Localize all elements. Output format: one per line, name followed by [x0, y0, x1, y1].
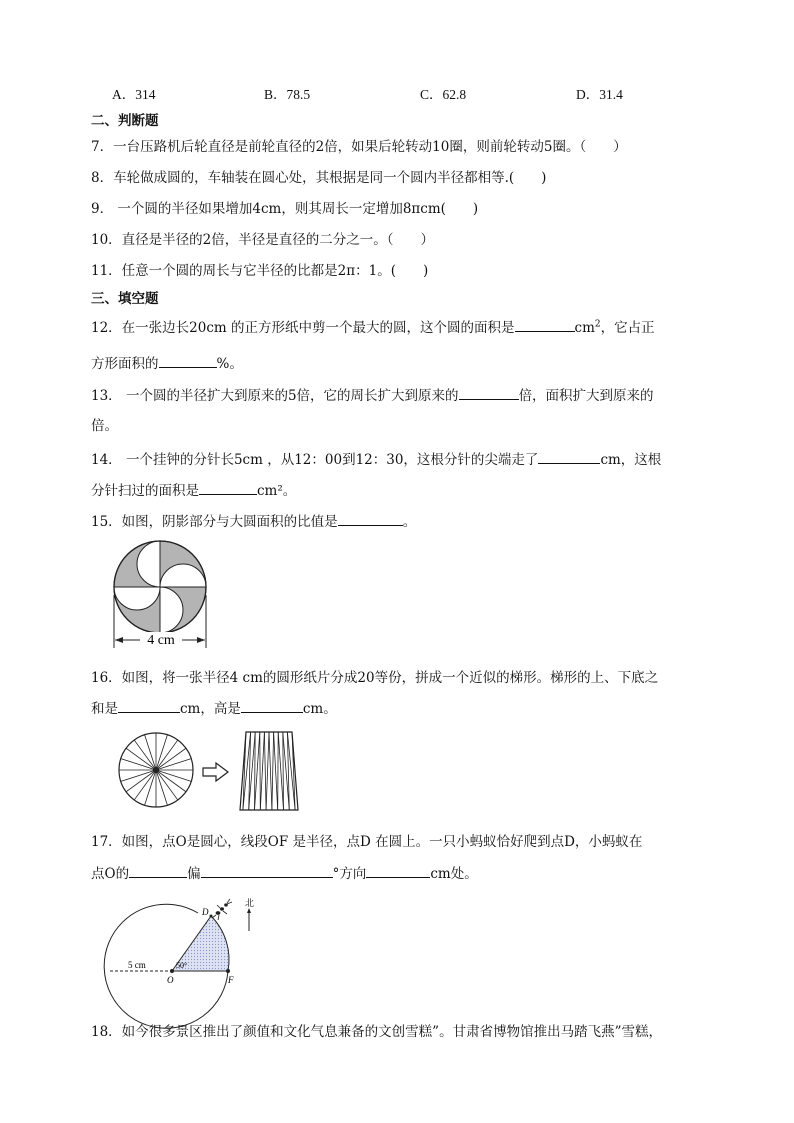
- north-label: 北: [245, 899, 255, 909]
- question-11: 11．任意一个圆的周长与它半径的比都是2π：1。( ): [91, 263, 429, 279]
- question-15: [91, 510, 416, 530]
- circle-center-dot: [153, 767, 159, 773]
- q12-text-e: %。: [216, 356, 243, 372]
- q17-text-a: 17．如图，点O是圆心，线段OF 是半径，点D 在圆上。一只小蚂蚁恰好爬到点D，小蚂蚁在: [91, 834, 643, 850]
- option-b: B．78.5: [264, 87, 311, 102]
- question-14-line1: [91, 448, 661, 468]
- divided-circle: [119, 733, 193, 807]
- q14-text-c: 分针扫过的面积是: [91, 483, 199, 499]
- q14-blank-2[interactable]: [199, 481, 257, 495]
- q14-blank-1[interactable]: [538, 450, 600, 464]
- question-13-line2: [91, 414, 118, 434]
- figure-16-circle-to-trapezoid: [118, 728, 303, 814]
- question-12-line1: [91, 316, 655, 336]
- question-17-line1: [91, 830, 642, 850]
- question-12-line2: [91, 352, 243, 372]
- q14-text-a: 14． 一个挂钟的分针长5cm ，从12：00到12：30，这根分针的尖端走了: [91, 452, 539, 468]
- q12-text-d: 方形面积的: [91, 356, 159, 372]
- transform-arrow: [203, 763, 228, 781]
- q16-blank-1[interactable]: [118, 699, 180, 713]
- q15-text-a: 15．如图，阴影部分与大圆面积的比值是: [91, 514, 338, 530]
- question-14-line2: [91, 479, 296, 499]
- question-9: 9． 一个圆的半径如果增加4cm，则其周长一定增加8πcm( ): [91, 201, 479, 217]
- figure-17-angle-label: 50°: [176, 961, 188, 970]
- q15-blank[interactable]: [338, 512, 403, 526]
- q12-sup: 2: [594, 319, 601, 330]
- q17-text-d: °方向: [332, 866, 367, 882]
- option-d: D．31.4: [576, 87, 623, 102]
- question-13-line1: [91, 384, 654, 404]
- q16-text-b: 和是: [91, 701, 118, 717]
- q14-text-b: cm，这根: [600, 452, 662, 468]
- section-judge-heading: 二、判断题: [91, 113, 159, 129]
- q15-text-b: 。: [402, 514, 417, 530]
- figure-15-dimension-label: 4 cm: [147, 633, 175, 648]
- point-d-label: D: [202, 907, 209, 917]
- question-16-line2: [91, 697, 337, 717]
- q17-text-b: 点O的: [91, 866, 130, 882]
- q16-blank-2[interactable]: [241, 699, 303, 713]
- section-fill-heading: 三、填空题: [91, 291, 159, 307]
- option-a: A．314: [112, 87, 156, 102]
- q12-blank-2[interactable]: [159, 354, 217, 368]
- q12-text-c: ，它占正: [600, 320, 655, 336]
- question-17-line2: [91, 862, 478, 882]
- q13-text-c: 倍。: [91, 418, 118, 434]
- q17-blank-2[interactable]: [201, 864, 333, 878]
- figure-17-radius-label: 5 cm: [128, 960, 146, 970]
- question-18: 18．如今很多景区推出了颜值和文化气息兼备的文创雪糕”。甘肃省博物馆推出马踏飞燕”雪糕，: [91, 1024, 662, 1040]
- q16-text-a: 16．如图，将一张半径4 cm的圆形纸片分成20等份，拼成一个近似的梯形。梯形的上、下底之: [91, 670, 659, 686]
- q17-text-c: 偏: [187, 866, 201, 882]
- q16-text-c: cm，高是: [180, 701, 241, 717]
- q17-blank-3[interactable]: [366, 864, 430, 878]
- q14-text-d: cm²。: [257, 483, 297, 499]
- question-16-line1: [91, 666, 658, 686]
- figure-15-pinwheel: [100, 540, 230, 655]
- question-8: 8．车轮做成圆的，车轴装在圆心处，其根据是同一个圆内半径都相等.( ): [91, 170, 547, 186]
- question-10: 10．直径是半径的2倍，半径是直径的二分之一。（ ）: [91, 232, 435, 248]
- point-f-label: F: [228, 975, 234, 985]
- q13-text-b: 倍，面积扩大到原来的: [518, 388, 654, 404]
- ant-icon: [212, 899, 232, 920]
- q17-text-e: cm处。: [430, 866, 478, 882]
- trapezoid-piece-edge: [278, 732, 279, 810]
- q12-text-b: cm: [574, 320, 595, 336]
- q12-blank-1[interactable]: [515, 318, 575, 332]
- q13-text-a: 13． 一个圆的半径扩大到原来的5倍，它的周长扩大到原来的: [91, 388, 459, 404]
- q12-text-a: 12．在一张边长20cm 的正方形纸中剪一个最大的圆，这个圆的面积是: [91, 320, 515, 336]
- q16-text-d: cm。: [302, 701, 337, 717]
- q13-blank-1[interactable]: [459, 386, 519, 400]
- option-c: C．62.8: [420, 87, 467, 102]
- q17-blank-1[interactable]: [129, 864, 187, 878]
- trapezoid-pieces: [240, 732, 298, 810]
- point-o-label: O: [167, 975, 174, 985]
- question-7: 7．一台压路机后轮直径是前轮直径的2倍，如果后轮转动10圈，则前轮转动5圈。（ ）: [91, 139, 627, 155]
- trapezoid-piece-edge: [260, 732, 261, 810]
- figure-17-circle-ant: [106, 895, 266, 1005]
